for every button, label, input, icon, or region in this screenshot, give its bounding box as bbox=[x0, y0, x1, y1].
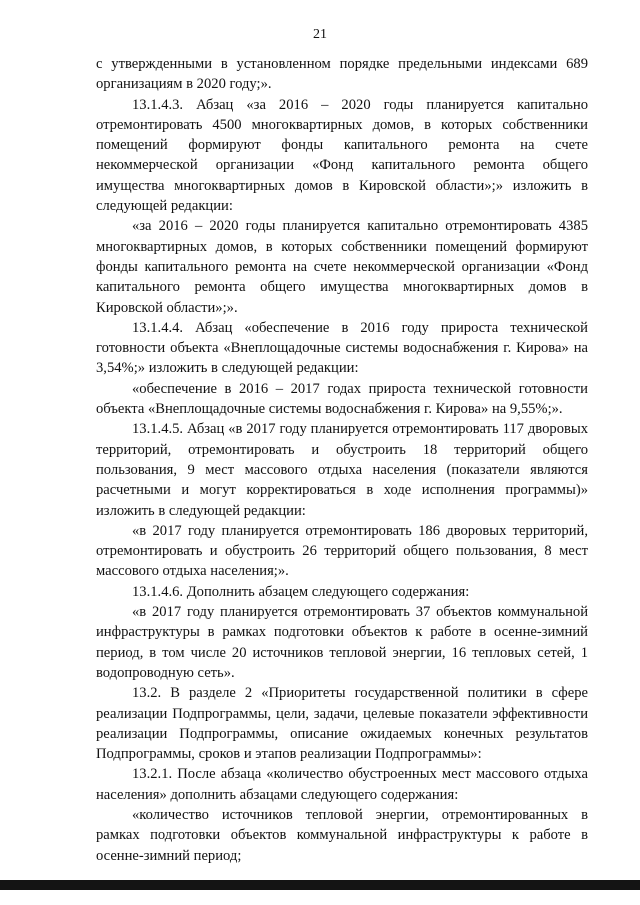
paragraph: «в 2017 году планируется отремонтировать 186 дворовых территорий, отремонтировать и обустроить 26 территорий общего пользования, 8 мест массового отдыха населения;». bbox=[96, 522, 588, 580]
paragraph: 13.1.4.5. Абзац «в 2017 году планируется отремонтировать 117 дворовых территорий, отремонтировать и обустроить 18 территорий общего пользования, 9 мест массового отдыха населения (показатели являются расчетными и могут корректироваться в ходе исполнения программы)» изложить в следующей редакции: bbox=[96, 421, 588, 519]
paragraph: «количество источников тепловой энергии, отремонтированных в рамках подготовки объектов коммунальной инфраструктуры к работе в осенне-зимний период; bbox=[96, 806, 588, 864]
scan-bottom-edge bbox=[0, 880, 640, 890]
paragraph: с утвержденными в установленном порядке предельными индексами 689 организациям в 2020 году;». bbox=[96, 56, 588, 93]
page-number: 21 bbox=[313, 27, 327, 42]
paragraph: 13.1.4.3. Абзац «за 2016 – 2020 годы планируется капитально отремонтировать 4500 многоквартирных домов, в которых собственники помещений формируют фонды капитального ремонта на счете некоммерческой организации «Фонд капитального ремонта общего имущества многоквартирных домов в Кировской области»;» изложить в следующей редакции: bbox=[96, 96, 588, 215]
paragraph: 13.1.4.6. Дополнить абзацем следующего содержания: bbox=[132, 583, 470, 600]
paragraph: 13.2. В разделе 2 «Приоритеты государственной политики в сфере реализации Подпрограммы, цели, задачи, целевые показатели эффективности реализации Подпрограммы, описание ожидаемых конечных результатов Подпрограммы, сроков и этапов реализации Подпрограммы»: bbox=[96, 685, 588, 763]
paragraph: 13.1.4.4. Абзац «обеспечение в 2016 году прироста технической готовности объекта «Внеплощадочные системы водоснабжения г. Кирова» на 3,54%;» изложить в следующей редакции: bbox=[96, 319, 588, 377]
document-body bbox=[96, 54, 588, 866]
paragraph: «за 2016 – 2020 годы планируется капитально отремонтировать 4385 многоквартирных домов, в которых собственники помещений формируют фонды капитального ремонта на счете некоммерческой организации «Фонд капитального ремонта общего имущества многоквартирных домов в Кировской области»;». bbox=[96, 218, 588, 316]
paragraph: «обеспечение в 2016 – 2017 годах прироста технической готовности объекта «Внеплощадочные системы водоснабжения г. Кирова» на 9,55%;». bbox=[96, 380, 588, 418]
paragraph: 13.2.1. После абзаца «количество обустроенных мест массового отдыха населения» дополнить абзацами следующего содержания: bbox=[96, 766, 588, 803]
paragraph: «в 2017 году планируется отремонтировать 37 объектов коммунальной инфраструктуры в рамках подготовки объектов к работе в осенне-зимний период, в том числе 20 источников тепловой энергии, 16 тепловых сетей, 1 водопроводную сеть». bbox=[96, 604, 588, 681]
